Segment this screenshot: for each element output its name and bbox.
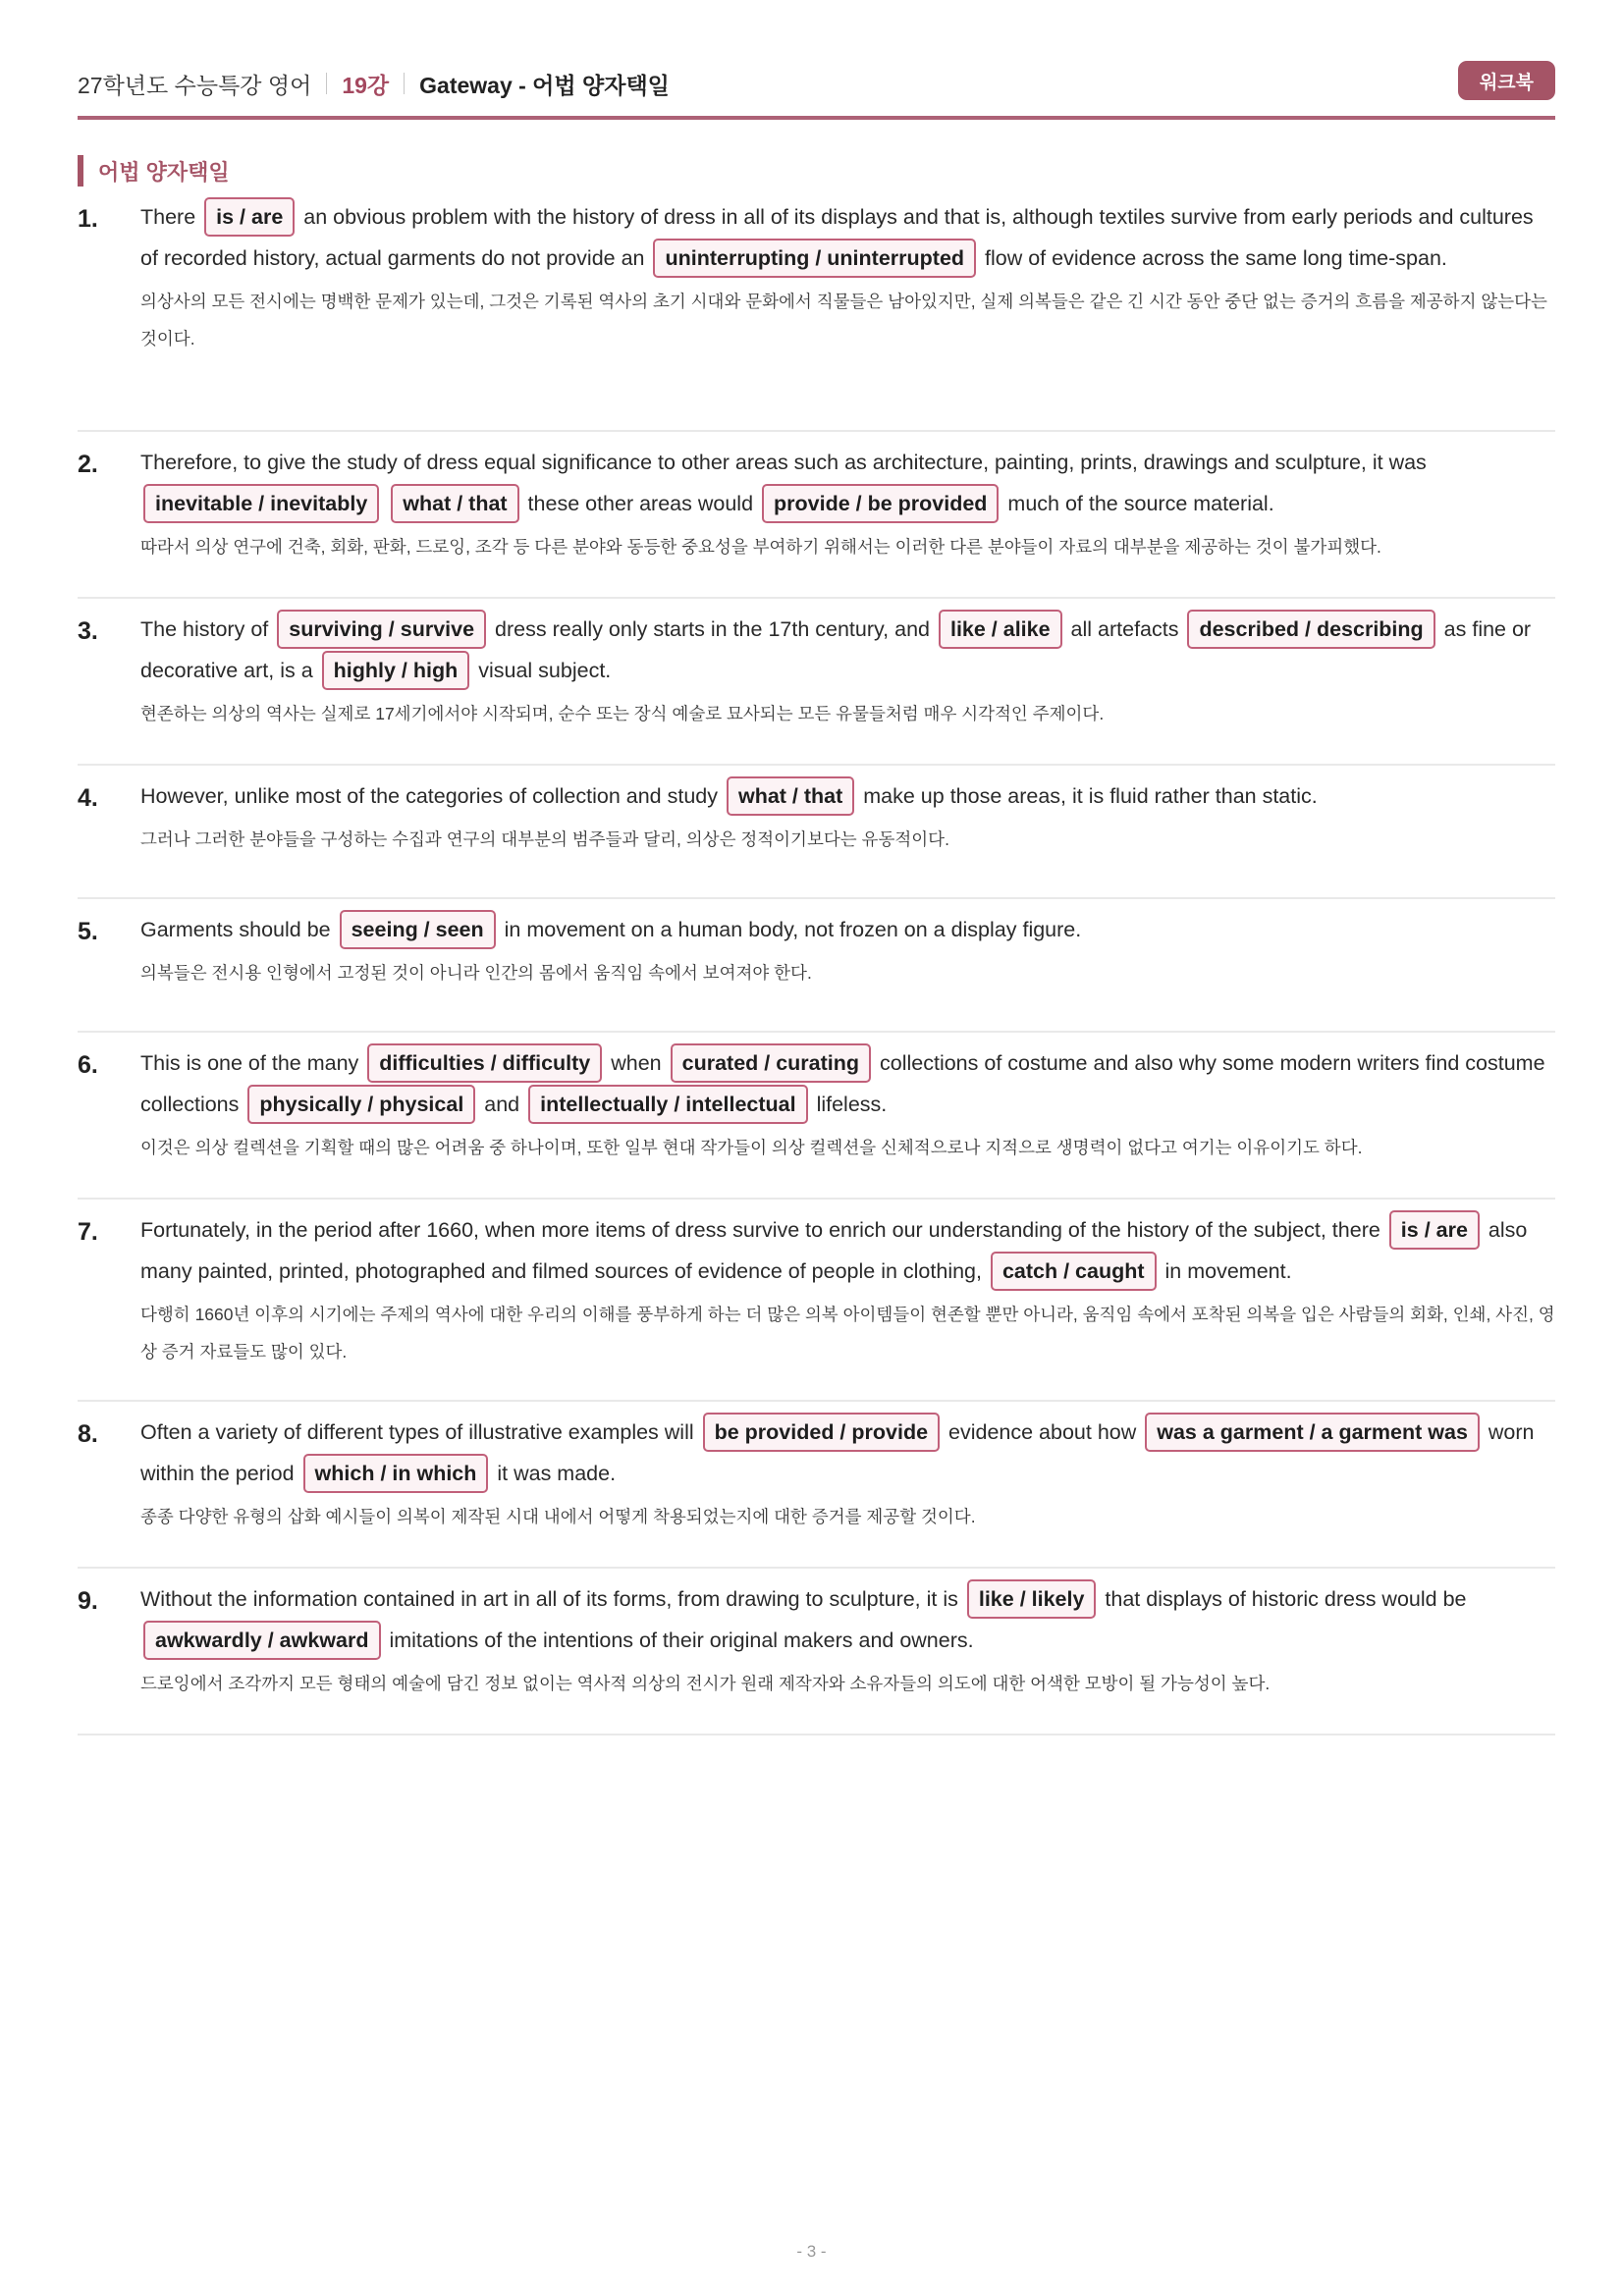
header-rule	[78, 116, 1555, 120]
question-number: 2.	[78, 451, 98, 478]
question-item	[78, 196, 1555, 432]
question-item	[78, 775, 1555, 899]
question-item	[78, 909, 1555, 1033]
question-sentence: Garments should be seeing / seen in movement on a human body, not frozen on a display figure.	[140, 909, 1555, 950]
question-item	[78, 442, 1555, 599]
question-item	[78, 1578, 1555, 1735]
question-translation: 이것은 의상 컬렉션을 기획할 때의 많은 어려움 중 하나이며, 또한 일부 현대 작가들이 의상 컬렉션을 신체적으로나 지적으로 생명력이 없다고 여기는 이유이기도 하다.	[140, 1138, 1363, 1157]
question-translation: 의상사의 모든 전시에는 명백한 문제가 있는데, 그것은 기록된 역사의 초기 시대와 문화에서 직물들은 남아있지만, 실제 의복들은 같은 긴 시간 동안 중단 없는 증거의 흐름을 제공하지 않는다는 것이다.	[140, 292, 1547, 348]
header-divider	[326, 73, 327, 94]
question-sentence: Often a variety of different types of illustrative examples will be provided / provide evidence about how was a garment / a garment was worn within the period which / in which it was made.	[140, 1412, 1555, 1494]
answer-choice-box: be provided / provide	[703, 1413, 940, 1452]
header-divider	[404, 73, 405, 94]
question-item	[78, 609, 1555, 766]
answer-choice-box: intellectually / intellectual	[528, 1085, 807, 1124]
answer-choice-box: like / alike	[939, 610, 1062, 649]
question-number: 1.	[78, 205, 98, 233]
question-number: 8.	[78, 1420, 98, 1448]
question-translation: 따라서 의상 연구에 건축, 회화, 판화, 드로잉, 조각 등 다른 분야와 동등한 중요성을 부여하기 위해서는 이러한 다른 분야들이 자료의 대부분을 제공하는 것이 불가피했다.	[140, 537, 1381, 557]
question-sentence: Without the information contained in art in all of its forms, from drawing to sculpture, it is like / likely that displays of historic dress would be awkwardly / awkward imitations of the intentions of their original makers and owners.	[140, 1578, 1555, 1661]
question-sentence: The history of surviving / survive dress really only starts in the 17th century, and like / alike all artefacts described / describing as fine or decorative art, is a highly / high visual subject.	[140, 609, 1555, 691]
answer-choice-box: difficulties / difficulty	[367, 1043, 602, 1083]
question-translation: 종종 다양한 유형의 삽화 예시들이 의복이 제작된 시대 내에서 어떻게 착용되었는지에 대한 증거를 제공할 것이다.	[140, 1507, 976, 1526]
answer-choice-box: surviving / survive	[277, 610, 486, 649]
answer-choice-box: was a garment / a garment was	[1145, 1413, 1480, 1452]
question-sentence: There is / are an obvious problem with the history of dress in all of its displays and that is, although textiles survive from early periods and cultures of recorded history, actual garments do not provide an uninterrupting / uninterrupted flow of evidence across the same long time-span.	[140, 196, 1555, 279]
question-item	[78, 1412, 1555, 1569]
answer-choice-box: is / are	[1389, 1210, 1480, 1250]
question-sentence: Fortunately, in the period after 1660, when more items of dress survive to enrich our understanding of the history of the subject, there is / are also many painted, printed, photographed and filmed sources of evidence of people in clothing, catch / caught in movement.	[140, 1209, 1555, 1292]
answer-choice-box: uninterrupting / uninterrupted	[653, 239, 976, 278]
question-sentence: However, unlike most of the categories of collection and study what / that make up those areas, it is fluid rather than static.	[140, 775, 1555, 817]
answer-choice-box: what / that	[391, 484, 518, 523]
question-number: 9.	[78, 1587, 98, 1615]
lesson-title: Gateway - 어법 양자택일	[419, 72, 670, 98]
question-translation: 현존하는 의상의 역사는 실제로 17세기에서야 시작되며, 순수 또는 장식 예술로 묘사되는 모든 유물들처럼 매우 시각적인 주제이다.	[140, 704, 1105, 723]
answer-choice-box: inevitable / inevitably	[143, 484, 379, 523]
question-item	[78, 1042, 1555, 1200]
section-title: 어법 양자택일	[78, 155, 230, 187]
question-number: 6.	[78, 1051, 98, 1079]
question-number: 4.	[78, 784, 98, 812]
question-number: 5.	[78, 918, 98, 945]
answer-choice-box: described / describing	[1187, 610, 1434, 649]
workbook-badge: 워크북	[1458, 61, 1555, 100]
page-header	[78, 61, 1555, 106]
question-number: 7.	[78, 1218, 98, 1246]
answer-choice-box: awkwardly / awkward	[143, 1621, 381, 1660]
answer-choice-box: highly / high	[322, 651, 470, 690]
answer-choice-box: curated / curating	[671, 1043, 871, 1083]
answer-choice-box: seeing / seen	[340, 910, 496, 949]
answer-choice-box: what / that	[727, 776, 854, 816]
course-title: 27학년도 수능특강 영어	[78, 72, 312, 98]
question-sentence: This is one of the many difficulties / difficulty when curated / curating collections of costume and also why some modern writers find costume collections physically / physical and intellectually / intellectual lifeless.	[140, 1042, 1555, 1125]
answer-choice-box: provide / be provided	[762, 484, 999, 523]
lesson-number: 19강	[342, 72, 390, 98]
answer-choice-box: catch / caught	[991, 1252, 1157, 1291]
page-number: - 3 -	[796, 2242, 827, 2261]
answer-choice-box: which / in which	[303, 1454, 489, 1493]
question-sentence: Therefore, to give the study of dress equal significance to other areas such as architecture, painting, prints, drawings and sculpture, it was inevitable / inevitably what / that these other areas would provide / be provided much of the source material.	[140, 442, 1555, 524]
answer-choice-box: like / likely	[967, 1579, 1097, 1619]
question-translation: 드로잉에서 조각까지 모든 형태의 예술에 담긴 정보 없이는 역사적 의상의 전시가 원래 제작자와 소유자들의 의도에 대한 어색한 모방이 될 가능성이 높다.	[140, 1674, 1271, 1693]
answer-choice-box: physically / physical	[247, 1085, 475, 1124]
question-translation: 의복들은 전시용 인형에서 고정된 것이 아니라 인간의 몸에서 움직임 속에서 보여져야 한다.	[140, 963, 812, 983]
question-translation: 그러나 그러한 분야들을 구성하는 수집과 연구의 대부분의 범주들과 달리, 의상은 정적이기보다는 유동적이다.	[140, 829, 949, 849]
answer-choice-box: is / are	[204, 197, 295, 237]
question-item	[78, 1209, 1555, 1402]
question-number: 3.	[78, 617, 98, 645]
question-translation: 다행히 1660년 이후의 시기에는 주제의 역사에 대한 우리의 이해를 풍부하게 하는 더 많은 의복 아이템들이 현존할 뿐만 아니라, 움직임 속에서 포착된 의복을 입은 사람들의 회화, 인쇄, 사진, 영상 증거 자료들도 많이 있다.	[140, 1305, 1555, 1362]
